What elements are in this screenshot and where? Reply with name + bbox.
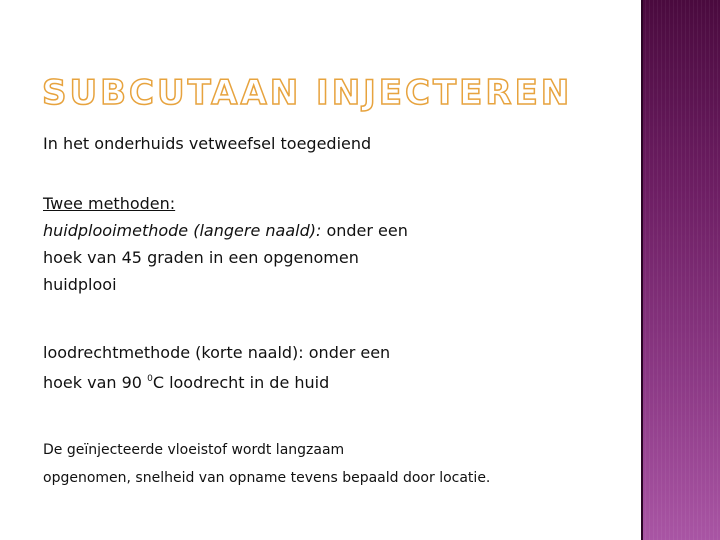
method1-name: huidplooimethode (langere naald): bbox=[43, 221, 322, 240]
slide-title: SUBCUTAAN INJECTEREN bbox=[42, 73, 573, 113]
method2-line2 bbox=[43, 366, 390, 396]
method2-line2-post: C loodrecht in de huid bbox=[152, 373, 330, 392]
method1-line1-rest: onder een bbox=[326, 221, 408, 240]
method1-line1 bbox=[43, 217, 408, 244]
note-line1: De geïnjecteerde vloeistof wordt langzaam bbox=[43, 442, 345, 458]
note-block bbox=[43, 436, 490, 492]
intro-block bbox=[43, 130, 371, 157]
method1-line3: huidplooi bbox=[43, 275, 117, 294]
method2-line2-pre: hoek van 90 bbox=[43, 373, 142, 392]
side-band-edge bbox=[641, 0, 643, 540]
note-line2: opgenomen, snelheid van opname tevens bepaald door locatie. bbox=[43, 470, 491, 486]
method2-block bbox=[43, 339, 390, 396]
decorative-side-band bbox=[641, 0, 720, 540]
method1-line2: hoek van 45 graden in een opgenomen bbox=[43, 248, 359, 267]
methods-heading: Twee methoden: bbox=[43, 194, 176, 213]
degree-superscript: 0 bbox=[147, 374, 153, 384]
methods-block bbox=[43, 190, 408, 298]
side-band-texture bbox=[641, 0, 720, 540]
intro-text: In het onderhuids vetweefsel toegediend bbox=[43, 134, 372, 153]
method2-line1: loodrechtmethode (korte naald): onder een bbox=[43, 343, 391, 362]
